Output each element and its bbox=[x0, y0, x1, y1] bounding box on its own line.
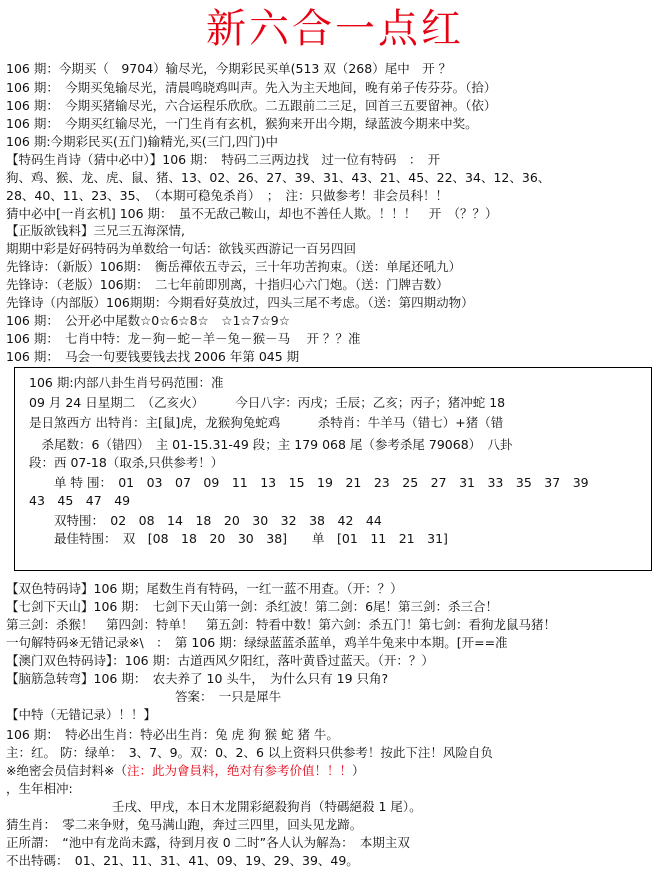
text-line: 106 期： 今期买兔输尽光，清晨鸣晓鸡叫声。先入为主天地间，晚有弟子传芬芬。（拾） bbox=[6, 80, 497, 95]
text-line: 【中特（无错记录）！！】 bbox=[6, 707, 157, 722]
text-line: 106 期： 七肖中特：龙－狗－蛇－羊－兔－猴－马 开 ？？准 bbox=[6, 331, 361, 346]
box-line: 是日煞西方 出特肖：主[鼠]虎，龙猴狗兔蛇鸡 杀特肖：牛羊马（错七）+猪（错 bbox=[29, 415, 504, 430]
text-line: 28、40、11、23、35、 （本期可稳兔杀肖） ； 注：只做参考！非会员科！！ bbox=[6, 188, 449, 203]
text-line: 猜中必中[一肖玄机] 106 期： 虽不无敌己鞍山，却也不善任人欺。！！！ 开 （？？） bbox=[6, 206, 498, 221]
text-line: 【脑筋急转弯】106 期： 农夫养了 10 头牛， 为什么只有 19 只角? bbox=[6, 671, 389, 686]
box-line: 杀尾数：6（错四） 主 01-15.31-49 段；主 179 068 尾（参考杀尾 79068） 八卦 bbox=[29, 437, 513, 452]
text-line: 期期中彩是好码特码为单数给一句话：欲钱买西游记一百另四回 bbox=[6, 241, 357, 256]
member-note-warning: 注：此为會員料，绝对有参考价值！！！ bbox=[126, 763, 352, 778]
text-line: 【双色特码诗】106 期；尾数生肖有特码，一红一蓝不用查。（开：？） bbox=[6, 581, 403, 596]
text-line: 106 期： 特必出生肖：特必出生肖：兔 虎 狗 猴 蛇 猪 牛。 bbox=[6, 727, 339, 742]
text-line: 106 期： 今期买猪输尽光，六合运程乐欣欣。二五跟前二三足，回首三五要留神。（依） bbox=[6, 98, 497, 113]
text-line: 狗、鸡、猴、龙、虎、鼠、猪、13、02、26、27、39、31、43、21、45、22、34、12、36、 bbox=[6, 170, 551, 185]
member-note-suffix: ） bbox=[351, 763, 365, 778]
member-note-prefix: ※绝密会员信封料※（ bbox=[6, 763, 127, 778]
page-title: 新六合一点红 bbox=[206, 6, 464, 52]
text-line: 106 期:今期彩民买(五门)输精光,买(三门,四门)中 bbox=[6, 134, 278, 149]
box-line: 段：西 07-18（取杀,只供参考！） bbox=[29, 455, 224, 470]
box-line: 双特围： 02 08 14 18 20 30 32 38 42 44 bbox=[29, 513, 382, 528]
text-line: 106 期： 公开必中尾数☆0☆6☆8☆ ☆1☆7☆9☆ bbox=[6, 313, 290, 328]
text-line: 106 期： 马会一句要钱要钱去找 2006 年第 045 期 bbox=[6, 349, 300, 364]
text-line: 猜生肖： 零二来争财，兔马满山跑，奔过三四里，回头见龙蹄。 bbox=[6, 817, 363, 832]
box-line: 43 45 47 49 bbox=[29, 493, 131, 508]
box-line: 106 期:内部八卦生肖号码范围：准 bbox=[29, 375, 224, 390]
riddle-answer: 答案： 一只是犀牛 bbox=[175, 689, 282, 704]
member-note-line bbox=[6, 762, 364, 779]
text-line: 不出特碼： 01、21、11、31、41、09、19、29、39、49。 bbox=[6, 853, 359, 868]
text-line: 壬戌、甲戌，本日木龙開彩絕殺狗肖（特碼絕殺 1 尾）。 bbox=[112, 799, 422, 814]
text-line: 第三剑：杀猴！ 第四剑：特单！ 第五剑：特看中数！第六剑：杀五门！第七剑：看狗龙鼠马猪！ bbox=[6, 617, 557, 632]
text-line: 先锋诗：（老版）106期： 二七年前即別离，十指归心六门炮。（送：门牌吉数） bbox=[6, 277, 449, 292]
text-line: 正所謂： “池中有龙尚未露，待到月夜 0 二时”各人认为解為： 本期主双 bbox=[6, 835, 410, 850]
text-line: 先锋诗：（新版）106期： 衡岳禪依五寺云，三十年功苦拘束。（送：单尾还吼九） bbox=[6, 259, 462, 274]
text-line: 【澳门双色特码诗】：106 期：古道西风夕阳红，落叶黄昏过蓝天。（开：？） bbox=[6, 653, 434, 668]
text-line: 先锋诗（内部版）106期期：今期看好莫放过，四头三尾不考虑。（送：第四期动物） bbox=[6, 295, 474, 310]
text-line: 【正版欲钱料】三兄三五海深情, bbox=[6, 223, 185, 238]
text-line: ，生年相冲: bbox=[6, 781, 73, 796]
box-line: 最佳特围： 双 [08 18 20 30 38] 单 [01 11 21 31] bbox=[29, 531, 448, 546]
box-line: 单 特 围： 01 03 07 09 11 13 15 19 21 23 25 27 31 33 35 37 39 bbox=[29, 475, 589, 490]
box-line: 09 月 24 日星期二 （乙亥火） 今日八字：丙戌；壬辰；乙亥；丙子；猪冲蛇 18 bbox=[29, 395, 506, 410]
text-line: 【七剑下天山】106 期： 七剑下天山第一剑：杀红波！第二剑：6尾！第三剑：杀三合！ bbox=[6, 599, 499, 614]
text-line: 【特码生肖诗（猜中必中）】106 期： 特码二三两边找 过一位有特码 ： 开 bbox=[6, 152, 441, 167]
bagua-number-box bbox=[14, 367, 652, 571]
text-line: 主：红。 防：绿单： 3、7、9。双：0、2、6 以上资料只供参考！按此下注！风险自负 bbox=[6, 745, 493, 760]
text-line: 106 期：今期买（ 9704）输尽光，今期彩民买单(513 双（268）尾中 开 ？ bbox=[6, 61, 452, 76]
text-line: 一句解特码※无错记录※\ ： 第 106 期：绿绿蓝蓝杀蓝单，鸡羊牛兔来中本期。[开==准 bbox=[6, 635, 508, 650]
text-line: 106 期： 今期买红输尽光，一门生肖有玄机，猴狗来开出今期，绿蓝波今期来中奖。 bbox=[6, 116, 478, 131]
